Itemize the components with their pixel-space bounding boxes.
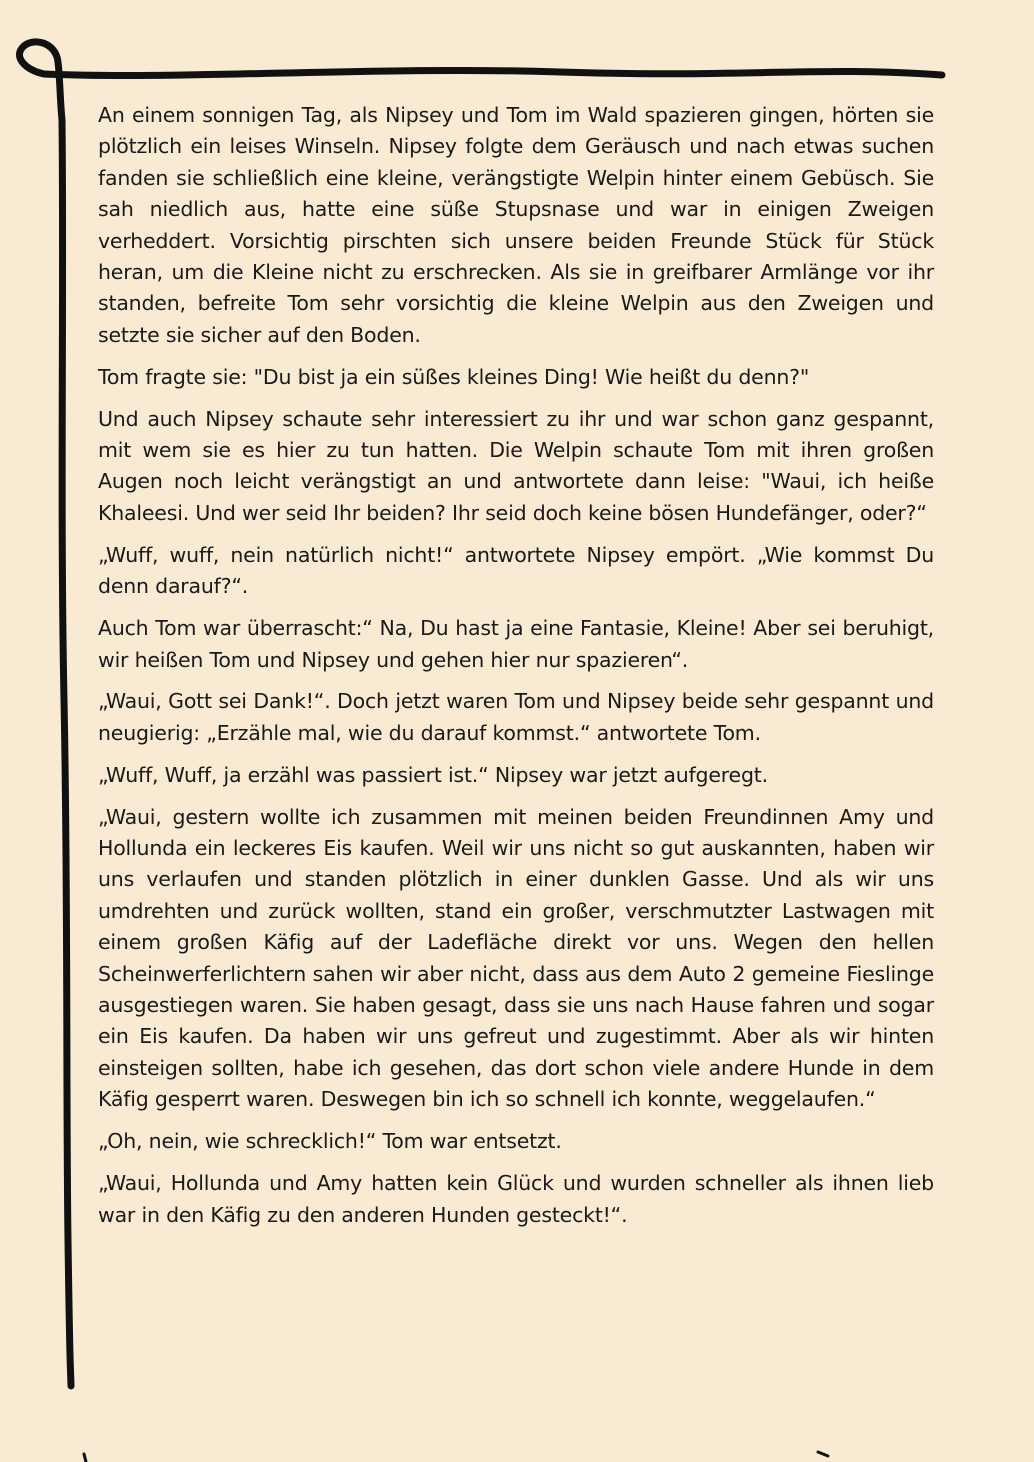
scroll-top-line [44, 70, 942, 75]
paragraph: „Wuff, Wuff, ja erzähl was passiert ist.“ Nipsey war jetzt aufgeregt. [98, 762, 768, 787]
scroll-curl [19, 42, 62, 120]
paragraph: „Waui, gestern wollte ich zusammen mit meinen beiden Freundinnen Amy und Hollunda ein leckeres Eis kaufen. Weil wir uns nicht so gut auskannten, haben wir uns verlaufen und standen plötzlich in einer dunklen Gasse. Und als wir uns umdrehten und zurück wollten, stand ein großer, verschmutzter Lastwagen mit einem großen Käfig auf der Ladefläche direkt vor uns. Wegen den hellen Scheinwerferlichtern sahen wir aber nicht, dass aus dem Auto 2 gemeine Fieslinge ausgestiegen waren. Sie haben gesagt, dass sie uns nach Hause fahren und sogar ein Eis kaufen. Da haben wir uns gefreut und zugestimmt. Aber als wir hinten einsteigen sollten, habe ich gesehen, das dort schon viele andere Hunde in dem Käfig gesperrt waren. Deswegen bin ich so schnell ich konnte, weggelaufen.“ [98, 804, 934, 1112]
paragraph: An einem sonnigen Tag, als Nipsey und Tom im Wald spazieren gingen, hörten sie plötzlich ein leises Winseln. Nipsey folgte dem Geräusch und nach etwas suchen fanden sie schließlich eine kleine, verängstigte Welpin hinter einem Gebüsch. Sie sah niedlich aus, hatte eine süße Stupsnase und war in einigen Zweigen verheddert. Vorsichtig pirschten sich unsere beiden Freunde Stück für Stück heran, um die Kleine nicht zu erschrecken. Als sie in greifbarer Armlänge vor ihr standen, befreite Tom sehr vorsichtig die kleine Welpin aus den Zweigen und setzte sie sicher auf den Boden. [98, 103, 934, 347]
paragraph: Und auch Nipsey schaute sehr interessiert zu ihr und war schon ganz gespannt, mit wem sie es hier zu tun hatten. Die Welpin schaute Tom mit ihren großen Augen noch leicht verängstigt an und antwortete dann leise: "Waui, ich heiße Khaleesi. Und wer seid Ihr beiden? Ihr seid doch keine bösen Hundefänger, oder?“ [98, 406, 934, 525]
paragraph: „Waui, Hollunda und Amy hatten kein Glück und wurden schneller als ihnen lieb war in den Käfig zu den anderen Hunden gesteckt!“. [98, 1171, 934, 1227]
scroll-bottom-mark-right [818, 1452, 828, 1456]
paragraph: „Wuff, wuff, nein natürlich nicht!“ antwortete Nipsey empört. „Wie kommst Du denn darauf?“. [98, 542, 934, 599]
paragraph: Auch Tom war überrascht:“ Na, Du hast ja eine Fantasie, Kleine! Aber sei beruhigt, wir heißen Tom und Nipsey und gehen hier nur spazieren“. [98, 616, 934, 672]
story-text [98, 100, 934, 1241]
scroll-bottom-mark-left [84, 1454, 86, 1462]
paragraph: „Waui, Gott sei Dank!“. Doch jetzt waren Tom und Nipsey beide sehr gespannt und neugierig: „Erzähle mal, wie du darauf kommst.“ antwortete Tom. [98, 689, 934, 745]
scroll-left-line [62, 120, 71, 1386]
paragraph: Tom fragte sie: "Du bist ja ein süßes kleines Ding! Wie heißt du denn?" [98, 364, 810, 389]
paragraph: „Oh, nein, wie schrecklich!“ Tom war entsetzt. [98, 1129, 562, 1154]
